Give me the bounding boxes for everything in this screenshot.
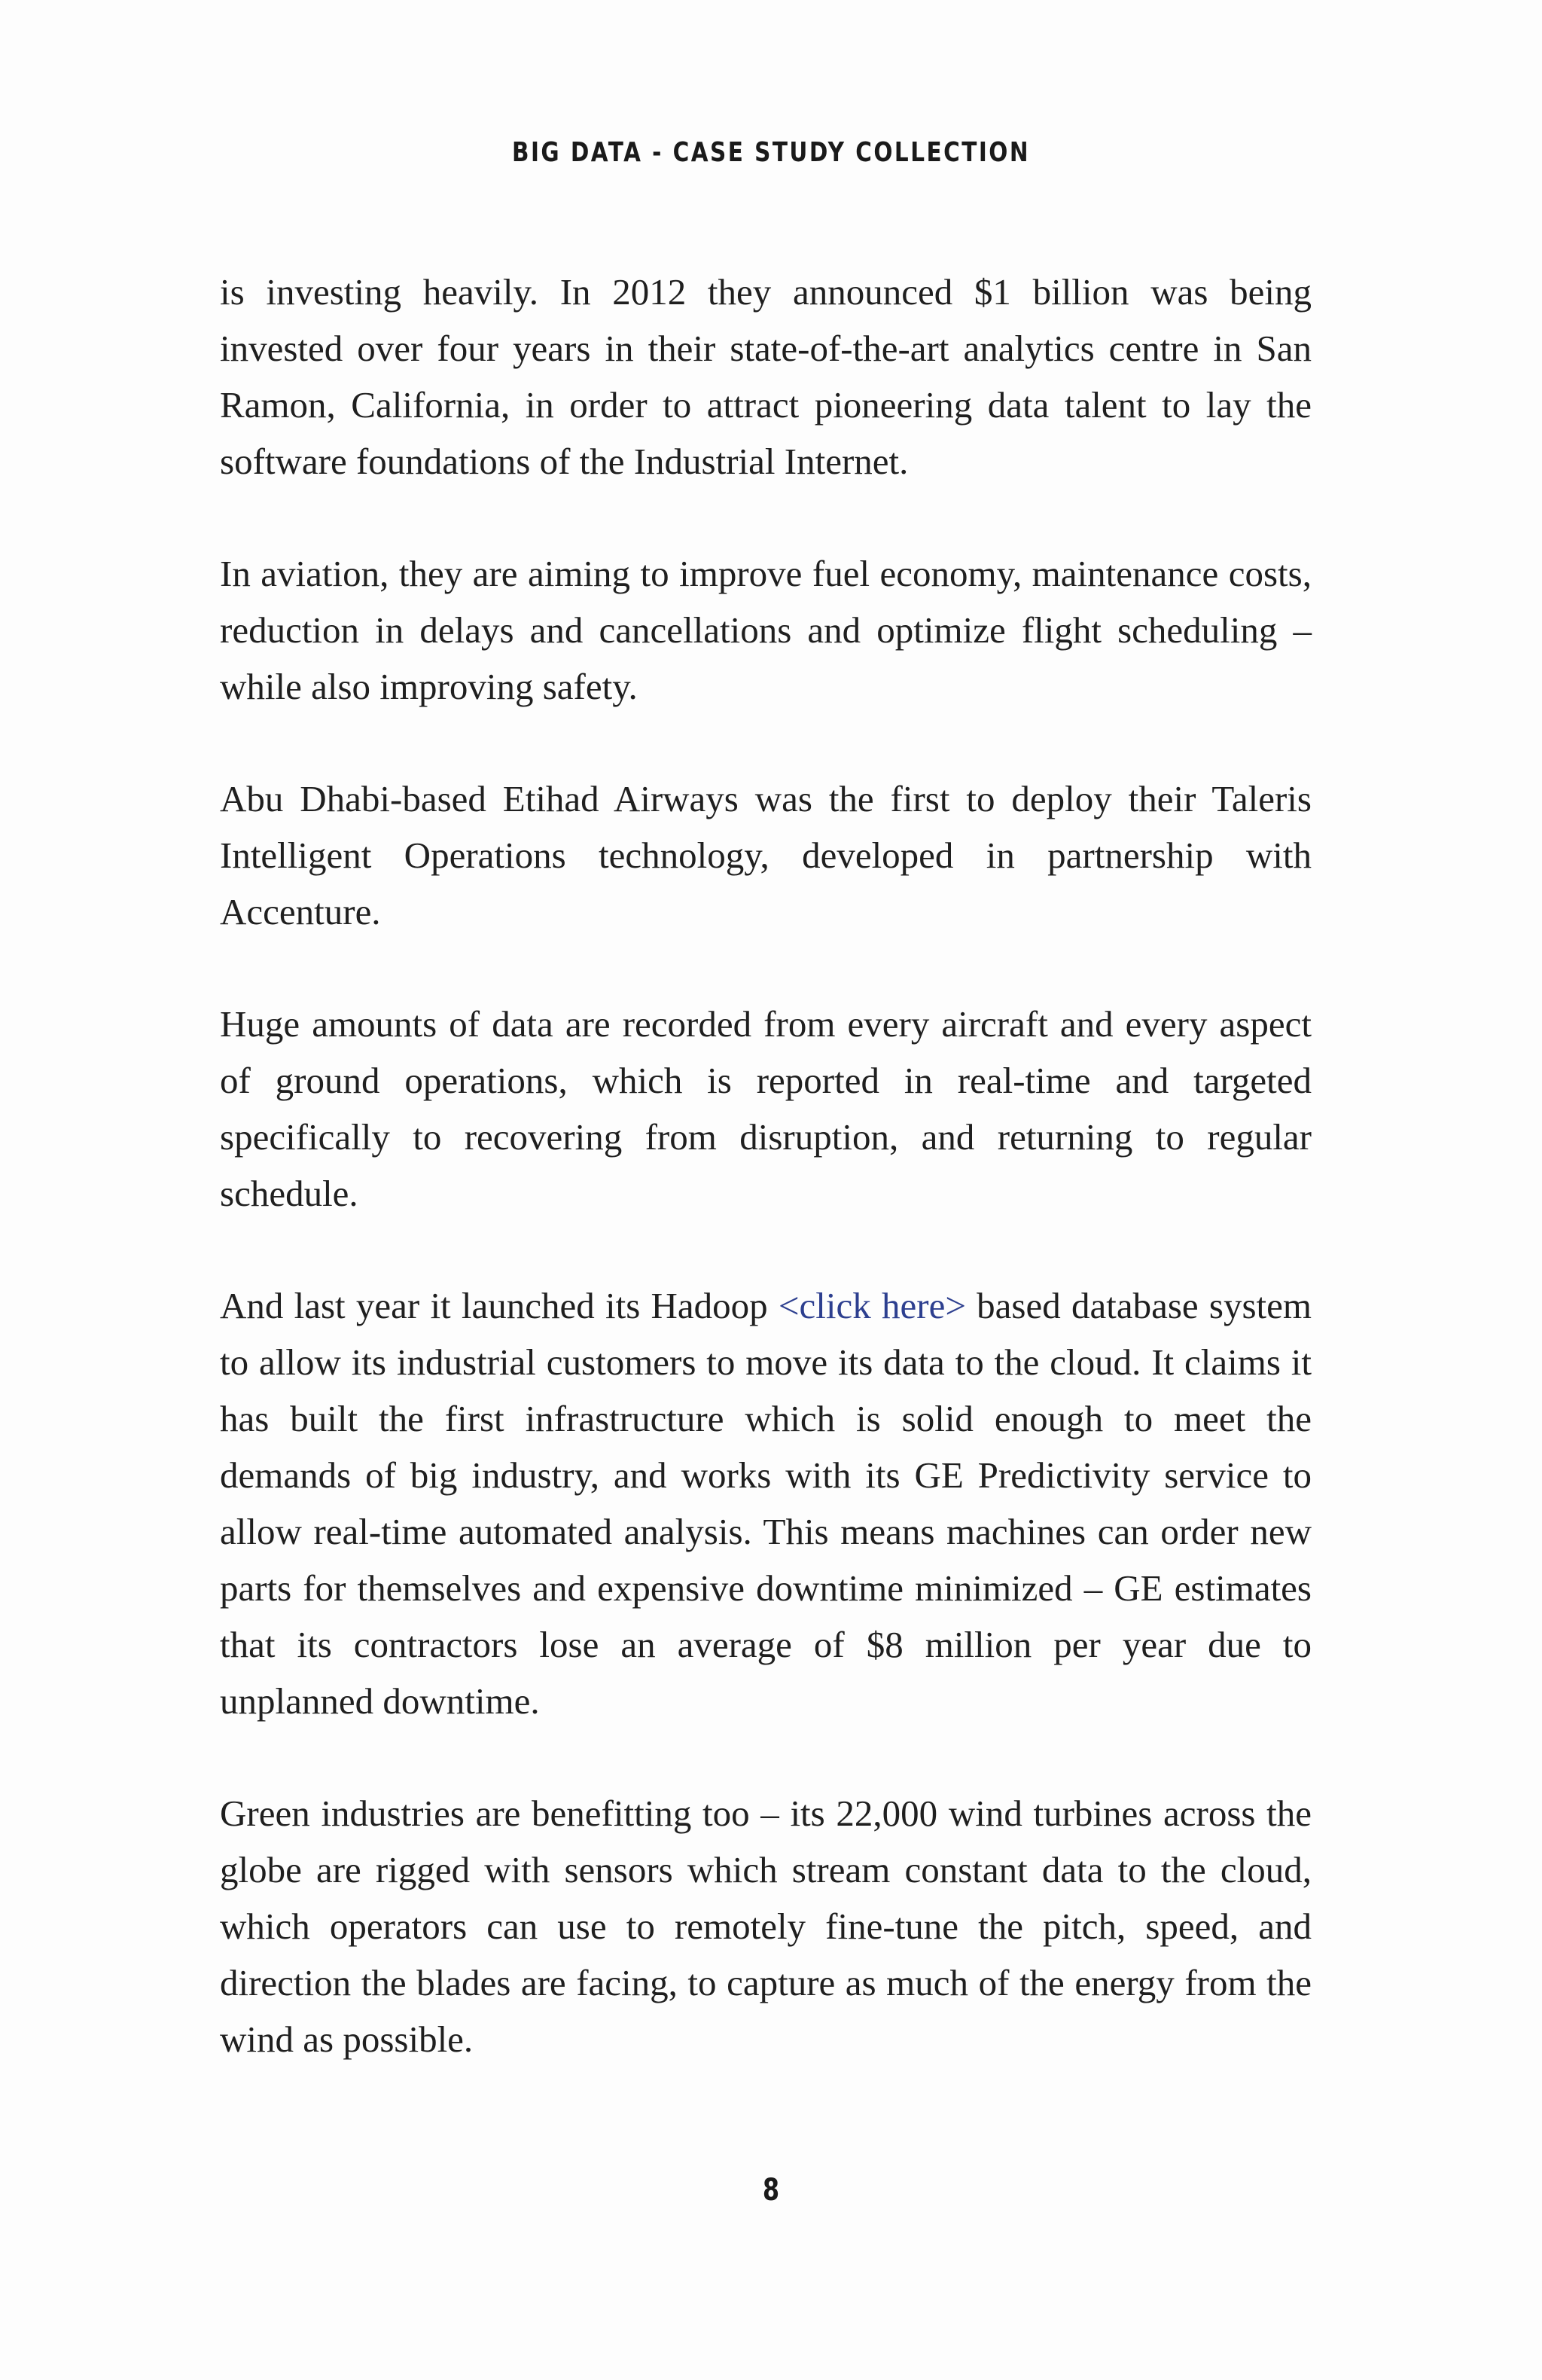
hadoop-text-after-link: based database system to allow its industrial customers to move its data to the cloud. It claims it has built the first infrastructure which is solid enough to meet the demands of big industry, and works with its GE Predictivity service to allow real-time automated analysis. This means machines can order new parts for themselves and expensive downtime minimized – GE estimates that its contractors lose an average of $8 million per year due to unplanned downtime. — [220, 1285, 1312, 1722]
paragraph-hadoop — [220, 1277, 1312, 1729]
hadoop-text-before-link: And last year it launched its Hadoop — [220, 1285, 779, 1326]
body-text — [220, 264, 1312, 2123]
paragraph-wind-turbines: Green industries are benefitting too – its 22,000 wind turbines across the globe are rigged with sensors which stream constant data to the cloud, which operators can use to remotely fine-tune the pitch, speed, and direction the blades are facing, to capture as much of the energy from the wind as possible. — [220, 1793, 1312, 2060]
paragraph-aviation: In aviation, they are aiming to improve fuel economy, maintenance costs, reduction in delays and cancellations and optimize flight scheduling – while also improving safety. — [220, 553, 1312, 707]
page-number: 8 — [762, 2173, 780, 2208]
paragraph-investment: is investing heavily. In 2012 they announced $1 billion was being invested over four years in their state-of-the-art analytics centre in San Ramon, California, in order to attract pioneering data talent to lay the software foundations of the Industrial Internet. — [220, 271, 1312, 482]
paragraph-aircraft-data: Huge amounts of data are recorded from every aircraft and every aspect of ground operations, which is reported in real-time and targeted specifically to recovering from disruption, and returning to regular schedule. — [220, 1003, 1312, 1214]
click-here-link[interactable]: <click here> — [778, 1285, 966, 1326]
paragraph-etihad: Abu Dhabi-based Etihad Airways was the first to deploy their Taleris Intelligent Operations technology, developed in partnership with Accenture. — [220, 778, 1312, 932]
running-header: BIG DATA - CASE STUDY COLLECTION — [511, 137, 1030, 168]
